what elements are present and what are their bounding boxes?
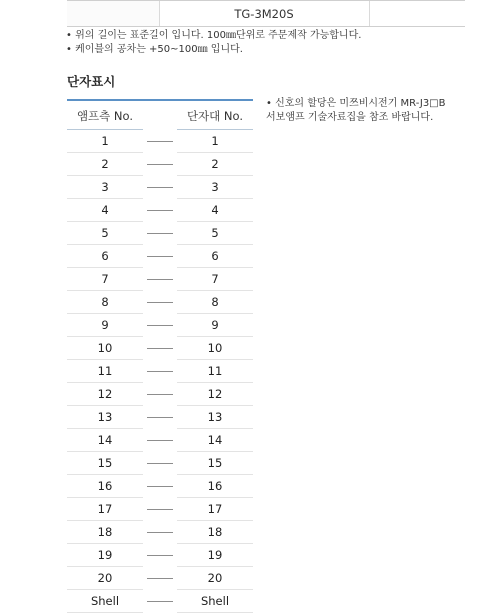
terminal-pin-number: 2 — [211, 157, 219, 171]
table-row — [67, 199, 253, 222]
connection-line — [147, 601, 173, 602]
terminal-pin-number: 6 — [211, 249, 219, 263]
connection-line — [147, 532, 173, 533]
table-row — [67, 222, 253, 245]
pin-table-body — [67, 130, 253, 613]
connection-line — [147, 578, 173, 579]
table-row — [67, 245, 253, 268]
terminal-pin-number: 18 — [207, 525, 223, 539]
amp-pin-number: 14 — [97, 433, 113, 447]
terminal-pin-number: 14 — [207, 433, 223, 447]
connection-line — [147, 164, 173, 165]
pin-table-header — [67, 99, 253, 130]
terminal-pin-number: 8 — [211, 295, 219, 309]
terminal-pin-number: 16 — [207, 479, 223, 493]
table-row — [67, 429, 253, 452]
terminal-pin-number: 17 — [207, 502, 223, 516]
table-row — [67, 567, 253, 590]
connection-line — [147, 463, 173, 464]
model-table — [67, 0, 465, 27]
amp-pin-number: 16 — [97, 479, 113, 493]
amp-pin-number: 9 — [101, 318, 109, 332]
table-row — [67, 475, 253, 498]
amp-pin-number: 6 — [101, 249, 109, 263]
terminal-pin-number: 20 — [207, 571, 223, 585]
table-row — [67, 268, 253, 291]
amp-pin-number: Shell — [90, 594, 120, 608]
connection-line — [147, 141, 173, 142]
terminal-pin-number: 5 — [211, 226, 219, 240]
amp-pin-number: 7 — [101, 272, 109, 286]
note-cable-tolerance: • 케이블의 공차는 +50~100㎜ 입니다. — [66, 44, 243, 55]
table-row — [67, 176, 253, 199]
side-note-line-2: 서보앰프 기술자료집을 참조 바랍니다. — [266, 112, 434, 123]
amp-pin-number: 13 — [97, 410, 113, 424]
side-note-line-1: • 신호의 할당은 미쯔비시전기 MR-J3□B — [266, 98, 446, 109]
terminal-pin-number: 10 — [207, 341, 223, 355]
amp-pin-number: 1 — [101, 134, 109, 148]
connection-line — [147, 233, 173, 234]
connection-line — [147, 486, 173, 487]
connection-line — [147, 440, 173, 441]
terminal-pin-number: 11 — [207, 364, 223, 378]
table-row — [67, 521, 253, 544]
connection-line — [147, 348, 173, 349]
amp-pin-number: 18 — [97, 525, 113, 539]
model-name-cell — [159, 1, 370, 26]
section-title: 단자표시 — [67, 74, 116, 89]
note-standard-length: • 위의 길이는 표준길이 입니다. 100㎜단위로 주문제작 가능합니다. — [66, 30, 362, 41]
table-row — [67, 406, 253, 429]
pin-table — [67, 99, 253, 613]
table-row — [67, 498, 253, 521]
connection-line — [147, 371, 173, 372]
header-terminal-side: 단자대 No. — [186, 109, 244, 123]
terminal-pin-number: 4 — [211, 203, 219, 217]
connection-line — [147, 394, 173, 395]
connection-line — [147, 325, 173, 326]
table-row — [67, 291, 253, 314]
amp-pin-number: 3 — [101, 180, 109, 194]
amp-pin-number: 5 — [101, 226, 109, 240]
terminal-pin-number: 7 — [211, 272, 219, 286]
terminal-pin-number: Shell — [200, 594, 230, 608]
amp-pin-number: 4 — [101, 203, 109, 217]
amp-pin-number: 8 — [101, 295, 109, 309]
amp-pin-number: 17 — [97, 502, 113, 516]
terminal-pin-number: 15 — [207, 456, 223, 470]
amp-pin-number: 2 — [101, 157, 109, 171]
terminal-pin-number: 1 — [211, 134, 219, 148]
table-row — [67, 337, 253, 360]
model-name: TG-3M20S — [234, 6, 294, 21]
table-row — [67, 544, 253, 567]
table-row — [67, 590, 253, 613]
amp-pin-number: 11 — [97, 364, 113, 378]
amp-pin-number: 20 — [97, 571, 113, 585]
terminal-pin-number: 13 — [207, 410, 223, 424]
table-row — [67, 452, 253, 475]
connection-line — [147, 279, 173, 280]
side-note — [266, 97, 446, 125]
amp-pin-number: 19 — [97, 548, 113, 562]
connection-line — [147, 417, 173, 418]
table-row — [67, 360, 253, 383]
connection-line — [147, 555, 173, 556]
notes — [66, 29, 361, 57]
amp-pin-number: 15 — [97, 456, 113, 470]
terminal-pin-number: 12 — [207, 387, 223, 401]
terminal-pin-number: 3 — [211, 180, 219, 194]
connection-line — [147, 509, 173, 510]
connection-line — [147, 210, 173, 211]
connection-line — [147, 302, 173, 303]
header-amp-side: 앰프측 No. — [76, 109, 134, 123]
terminal-pin-number: 19 — [207, 548, 223, 562]
table-row — [67, 130, 253, 153]
connection-line — [147, 256, 173, 257]
table-row — [67, 383, 253, 406]
connection-line — [147, 187, 173, 188]
table-row — [67, 314, 253, 337]
amp-pin-number: 12 — [97, 387, 113, 401]
model-table-blank-cell — [67, 1, 160, 26]
terminal-pin-number: 9 — [211, 318, 219, 332]
table-row — [67, 153, 253, 176]
amp-pin-number: 10 — [97, 341, 113, 355]
